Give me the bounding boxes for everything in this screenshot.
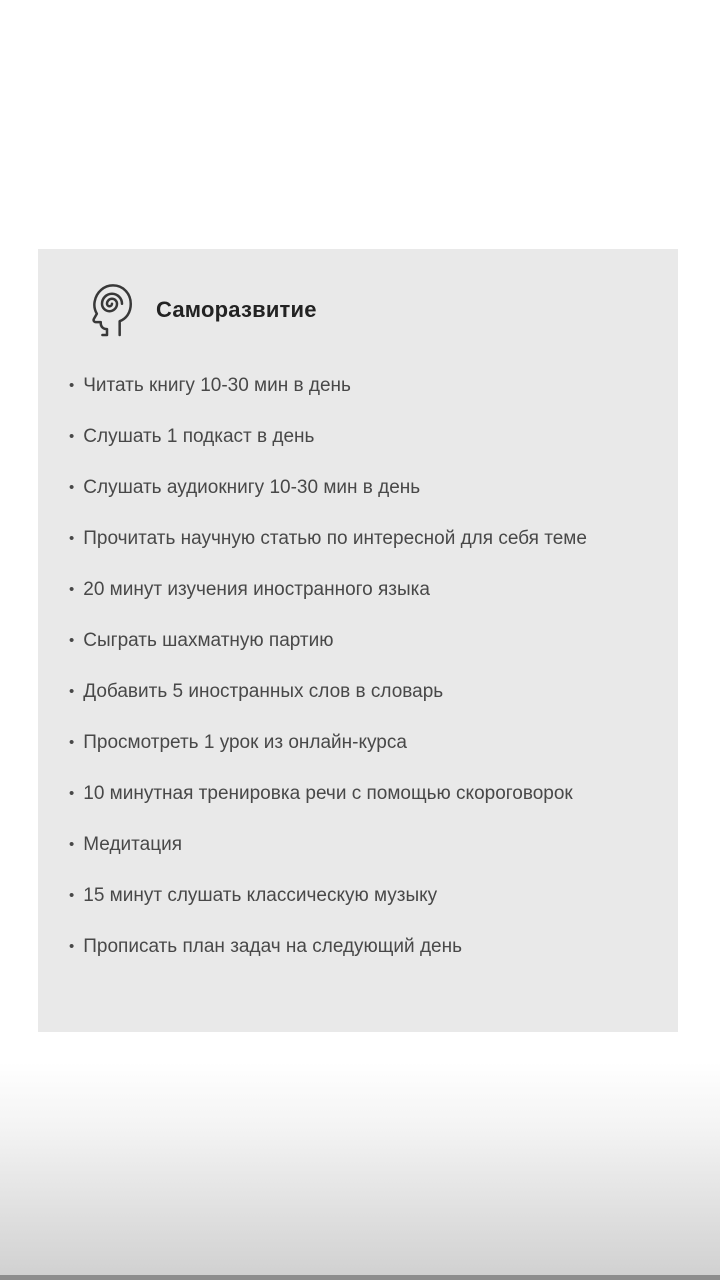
bottom-bar <box>0 1275 720 1280</box>
list-item <box>69 426 650 447</box>
bullet-icon: • <box>69 377 75 394</box>
list-item <box>69 375 650 396</box>
self-development-card <box>38 249 678 1032</box>
list-item-text: Прописать план задач на следующий день <box>83 936 462 957</box>
list-item-text: Просмотреть 1 урок из онлайн-курса <box>83 732 407 753</box>
list-item-text: Слушать 1 подкаст в день <box>83 426 315 447</box>
list-item <box>69 783 650 804</box>
bullet-icon: • <box>69 785 75 802</box>
list-item-text: 10 минутная тренировка речи с помощью скороговорок <box>83 783 573 804</box>
bullet-icon: • <box>69 530 75 547</box>
list-item-text: Прочитать научную статью по интересной для себя теме <box>83 528 587 549</box>
habit-list <box>38 375 678 957</box>
list-item <box>69 630 650 651</box>
list-item-text: Медитация <box>83 834 182 855</box>
list-item <box>69 732 650 753</box>
card-header <box>38 249 678 341</box>
list-item-text: Слушать аудиокнигу 10-30 мин в день <box>83 477 421 498</box>
list-item-text: Сыграть шахматную партию <box>83 630 334 651</box>
list-item <box>69 936 650 957</box>
list-item <box>69 579 650 600</box>
bullet-icon: • <box>69 479 75 496</box>
list-item-text: 20 минут изучения иностранного языка <box>83 579 430 600</box>
bullet-icon: • <box>69 428 75 445</box>
bullet-icon: • <box>69 836 75 853</box>
bottom-gradient <box>0 1062 720 1275</box>
list-item-text: Читать книгу 10-30 мин в день <box>83 375 351 396</box>
list-item-text: Добавить 5 иностранных слов в словарь <box>83 681 444 702</box>
list-item <box>69 681 650 702</box>
bullet-icon: • <box>69 581 75 598</box>
list-item <box>69 477 650 498</box>
card-title: Саморазвитие <box>156 297 317 322</box>
head-with-spiral-icon <box>76 279 138 341</box>
list-item <box>69 834 650 855</box>
list-item-text: 15 минут слушать классическую музыку <box>83 885 438 906</box>
list-item <box>69 885 650 906</box>
bullet-icon: • <box>69 683 75 700</box>
bullet-icon: • <box>69 734 75 751</box>
bullet-icon: • <box>69 632 75 649</box>
bullet-icon: • <box>69 938 75 955</box>
bullet-icon: • <box>69 887 75 904</box>
list-item <box>69 528 650 549</box>
